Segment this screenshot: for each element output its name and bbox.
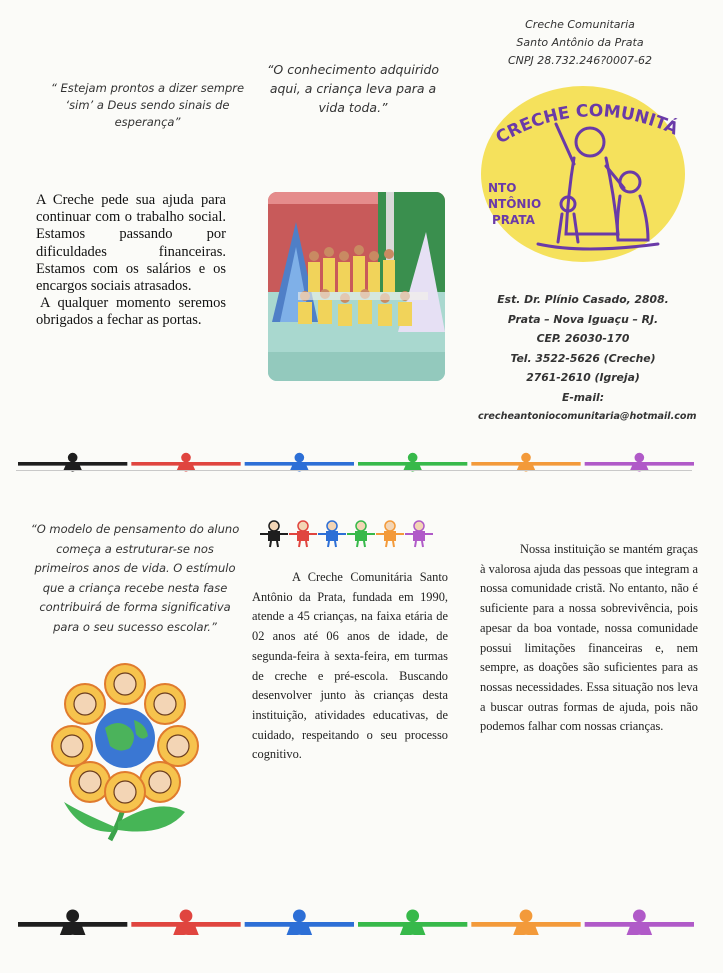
org-subtitle: Santo Antônio da Prata — [516, 36, 644, 49]
logo-text-4: PRATA — [492, 213, 535, 227]
email-address: crecheantoniocomunitaria@hotmail.com — [478, 411, 697, 422]
address-street: Est. Dr. Plínio Casado, 2808. — [497, 293, 669, 306]
paper-dolls-border-bottom — [16, 908, 696, 936]
paper-dolls-small-svg — [260, 518, 435, 548]
paper-doll-figure — [358, 453, 467, 472]
children-group-photo — [268, 192, 445, 381]
org-header — [490, 16, 670, 70]
phone-creche: Tel. 3522-5626 (Creche) — [510, 351, 656, 365]
quote-model: “O modelo de pensamento do aluno começa a estruturar-se nos primeiros anos de vida. O estímulo que a criança recebe nesta fase contribuirá de forma significativa para o seu sucesso escolar.” — [30, 522, 240, 634]
logo-arc-text: CRECHE COMUNITÁ — [492, 101, 682, 149]
paper-dolls-top-svg — [16, 452, 696, 480]
paper-doll-figure — [471, 453, 580, 472]
paper-doll-figure — [131, 909, 240, 935]
small-paper-doll — [376, 521, 404, 547]
paper-doll-figure — [358, 909, 467, 935]
small-paper-doll — [260, 521, 288, 547]
contact-info — [478, 290, 697, 427]
institution-paragraph: Nossa instituição se mantém graças à valorosa ajuda das pessoas que integram a nossa comunidade cristã. No entanto, não é suficiente para a nossa sobrevivência, pois apesar da boa vontade, nossa comunidade possui limitações financeiras e, nem sempre, as doações são suficientes para as nossas necessidades. Essa situação nos leva a buscar outras formas de ajuda, pois não podemos falhar com nossas crianças. — [480, 542, 698, 734]
address-cep: CEP. 26030-170 — [536, 332, 630, 345]
creche-logo — [478, 84, 688, 264]
paper-doll-figure — [18, 453, 127, 472]
paper-doll-figure — [585, 909, 694, 935]
children-flower-illustration — [50, 662, 200, 847]
paper-dolls-header-illustration — [260, 518, 435, 548]
logo-text-2: NTO — [488, 181, 517, 195]
logo-text-3: NTÔNIO — [488, 197, 542, 211]
quote-knowledge: “O conhecimento adquirido aqui, a criança leva para a vida toda.” — [266, 62, 440, 115]
small-paper-doll — [347, 521, 375, 547]
paper-dolls-border-top — [16, 452, 696, 480]
paper-doll-figure — [18, 909, 127, 935]
paper-doll-figure — [245, 453, 354, 472]
small-paper-doll — [289, 521, 317, 547]
org-cnpj: CNPJ 28.732.246?0007-62 — [507, 54, 653, 67]
paper-dolls-bottom-svg — [16, 908, 696, 936]
paper-doll-figure — [585, 453, 694, 472]
appeal-text — [36, 192, 226, 330]
appeal-paragraph-2: A qualquer momento seremos obrigados a fechar as portas. — [36, 295, 226, 329]
institution-text — [480, 540, 698, 737]
history-paragraph: A Creche Comunitária Santo Antônio da Prata, fundada em 1990, atende a 45 crianças, na faixa etária de 02 anos até 06 anos de idade, de segunda-feira à sexta-feira, em turmas de creche e pré-escola. Buscando desenvolver junto às crianças desta instituição, atividades educativas, de cuidado, respeitando o seu processo cognitivo. — [252, 570, 448, 762]
email-label: E-mail: — [561, 390, 605, 404]
quote-faith: “ Estejam prontos a dizer sempre ‘sim’ a Deus sendo sinais de esperança” — [50, 81, 245, 129]
address-district: Prata – Nova Iguaçu – RJ. — [507, 312, 659, 326]
paper-doll-figure — [245, 909, 354, 935]
org-name: Creche Comunitaria — [525, 18, 635, 31]
small-paper-doll — [405, 521, 433, 547]
appeal-paragraph-1: A Creche pede sua ajuda para continuar com o trabalho social. Estamos passando por dificuldades financeiras. Estamos com os salários e os encargos sociais atrasados. — [36, 192, 226, 295]
history-text — [252, 568, 448, 765]
small-paper-doll — [318, 521, 346, 547]
paper-doll-figure — [131, 453, 240, 472]
paper-doll-figure — [471, 909, 580, 935]
phone-church: 2761-2610 (Igreja) — [526, 371, 640, 384]
fold-line — [16, 470, 692, 471]
